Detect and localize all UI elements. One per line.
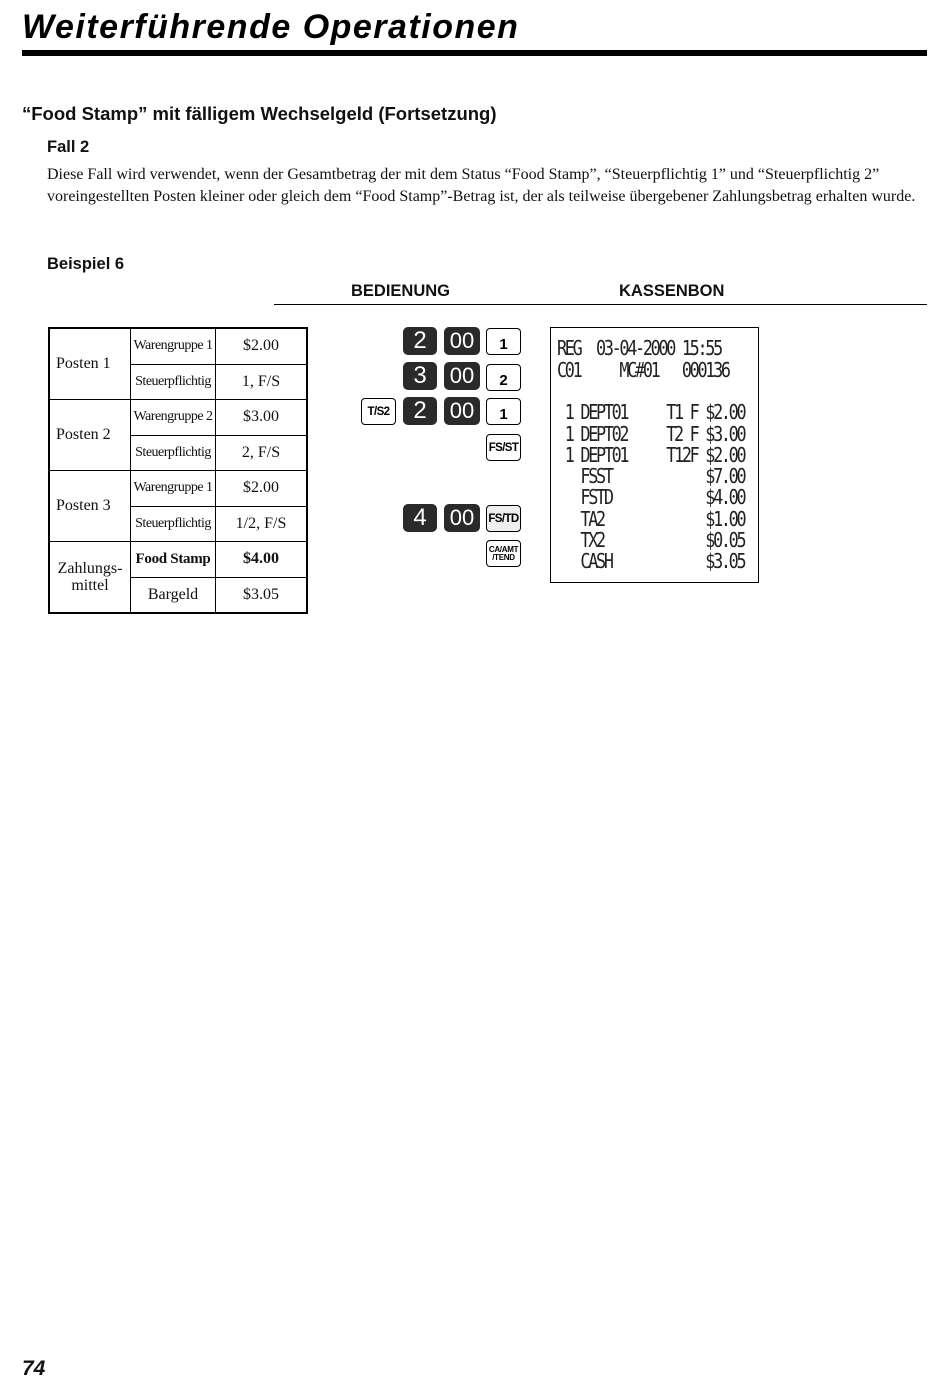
section-heading: “Food Stamp” mit fälligem Wechselgeld (Fortsetzung): [22, 103, 497, 124]
double-zero-key: 00: [444, 397, 480, 425]
item-group-label: Posten 2: [49, 400, 131, 471]
item-attribute: Steuerpflichtig: [131, 506, 216, 542]
item-value: $2.00: [216, 328, 308, 364]
receipt-printout: [550, 327, 759, 583]
page-number: 74: [22, 1357, 46, 1380]
item-value: $2.00: [216, 471, 308, 507]
item-attribute: Warengruppe 1: [131, 328, 216, 364]
operation-column-header: BEDIENUNG: [351, 282, 451, 300]
food-stamp-subtotal-key: FS/ST: [486, 434, 521, 461]
case-heading: Fall 2: [47, 138, 90, 156]
payment-group-label: [49, 542, 131, 614]
item-value: 1, F/S: [216, 364, 308, 400]
receipt-line: TA2 $1.00: [557, 507, 745, 531]
payment-label-line2: mittel: [71, 577, 109, 594]
department-key-2: 2: [486, 364, 521, 391]
receipt-line: 1 DEPT01 T1 F $2.00: [557, 400, 745, 424]
page-title: Weiterführende Operationen: [22, 8, 520, 46]
item-value: 2, F/S: [216, 435, 308, 471]
receipt-line: TX2 $0.05: [557, 528, 745, 552]
item-attribute: Food Stamp: [131, 542, 216, 578]
double-zero-key: 00: [444, 362, 480, 390]
example-heading: Beispiel 6: [47, 255, 125, 273]
numeric-key-2: 2: [403, 327, 437, 355]
item-group-label: Posten 3: [49, 471, 131, 542]
receipt-line: CASH $3.05: [557, 549, 745, 573]
item-value: 1/2, F/S: [216, 506, 308, 542]
case-description: Diese Fall wird verwendet, wenn der Gesamtbetrag der mit dem Status “Food Stamp”, “Steuerpflichtig 1” und “Steuerpflichtig 2” voreingestellten Posten kleiner oder gleich dem “Food Stamp”-Betrag ist, der als teilweise übergebener Zahlungsbetrag erhalten wurde.: [47, 166, 916, 205]
table-row: [49, 542, 307, 578]
receipt-line: FSST $7.00: [557, 464, 745, 488]
item-group-label: Posten 1: [49, 328, 131, 400]
item-attribute: Steuerpflichtig: [131, 435, 216, 471]
receipt-line: 1 DEPT02 T2 F $3.00: [557, 422, 745, 446]
food-stamp-tender-key: FS/TD: [486, 505, 521, 532]
receipt-line: FSTD $4.00: [557, 485, 745, 509]
item-value: $3.05: [216, 577, 308, 613]
receipt-column-header: KASSENBON: [619, 282, 725, 300]
cash-amount-tender-key: [486, 540, 521, 567]
table-row: [49, 400, 307, 436]
double-zero-key: 00: [444, 504, 480, 532]
column-header-rule: [274, 304, 927, 305]
item-value: $4.00: [216, 542, 308, 578]
department-key-1: 1: [486, 328, 521, 355]
cash-key-label-line1: CA/AMT: [488, 544, 519, 554]
item-attribute: Warengruppe 1: [131, 471, 216, 507]
tax-status-2-key: T/S2: [361, 398, 396, 425]
item-value: $3.00: [216, 400, 308, 436]
numeric-key-4: 4: [403, 504, 437, 532]
item-attribute: Steuerpflichtig: [131, 364, 216, 400]
item-attribute: Warengruppe 2: [131, 400, 216, 436]
item-table: [48, 327, 308, 614]
department-key-1: 1: [486, 398, 521, 425]
table-row: [49, 471, 307, 507]
receipt-line: C01 MC#01 000136: [557, 358, 729, 382]
double-zero-key: 00: [444, 327, 480, 355]
numeric-key-2: 2: [403, 397, 437, 425]
table-row: [49, 328, 307, 364]
title-rule: [22, 50, 927, 56]
payment-label-line1: Zahlungs-: [57, 560, 123, 577]
numeric-key-3: 3: [403, 362, 437, 390]
receipt-line: REG 03-04-2000 15:55: [557, 336, 721, 360]
cash-key-label-line2: /TEND: [492, 552, 515, 562]
receipt-line: 1 DEPT01 T12F $2.00: [557, 443, 745, 467]
item-attribute: Bargeld: [131, 577, 216, 613]
